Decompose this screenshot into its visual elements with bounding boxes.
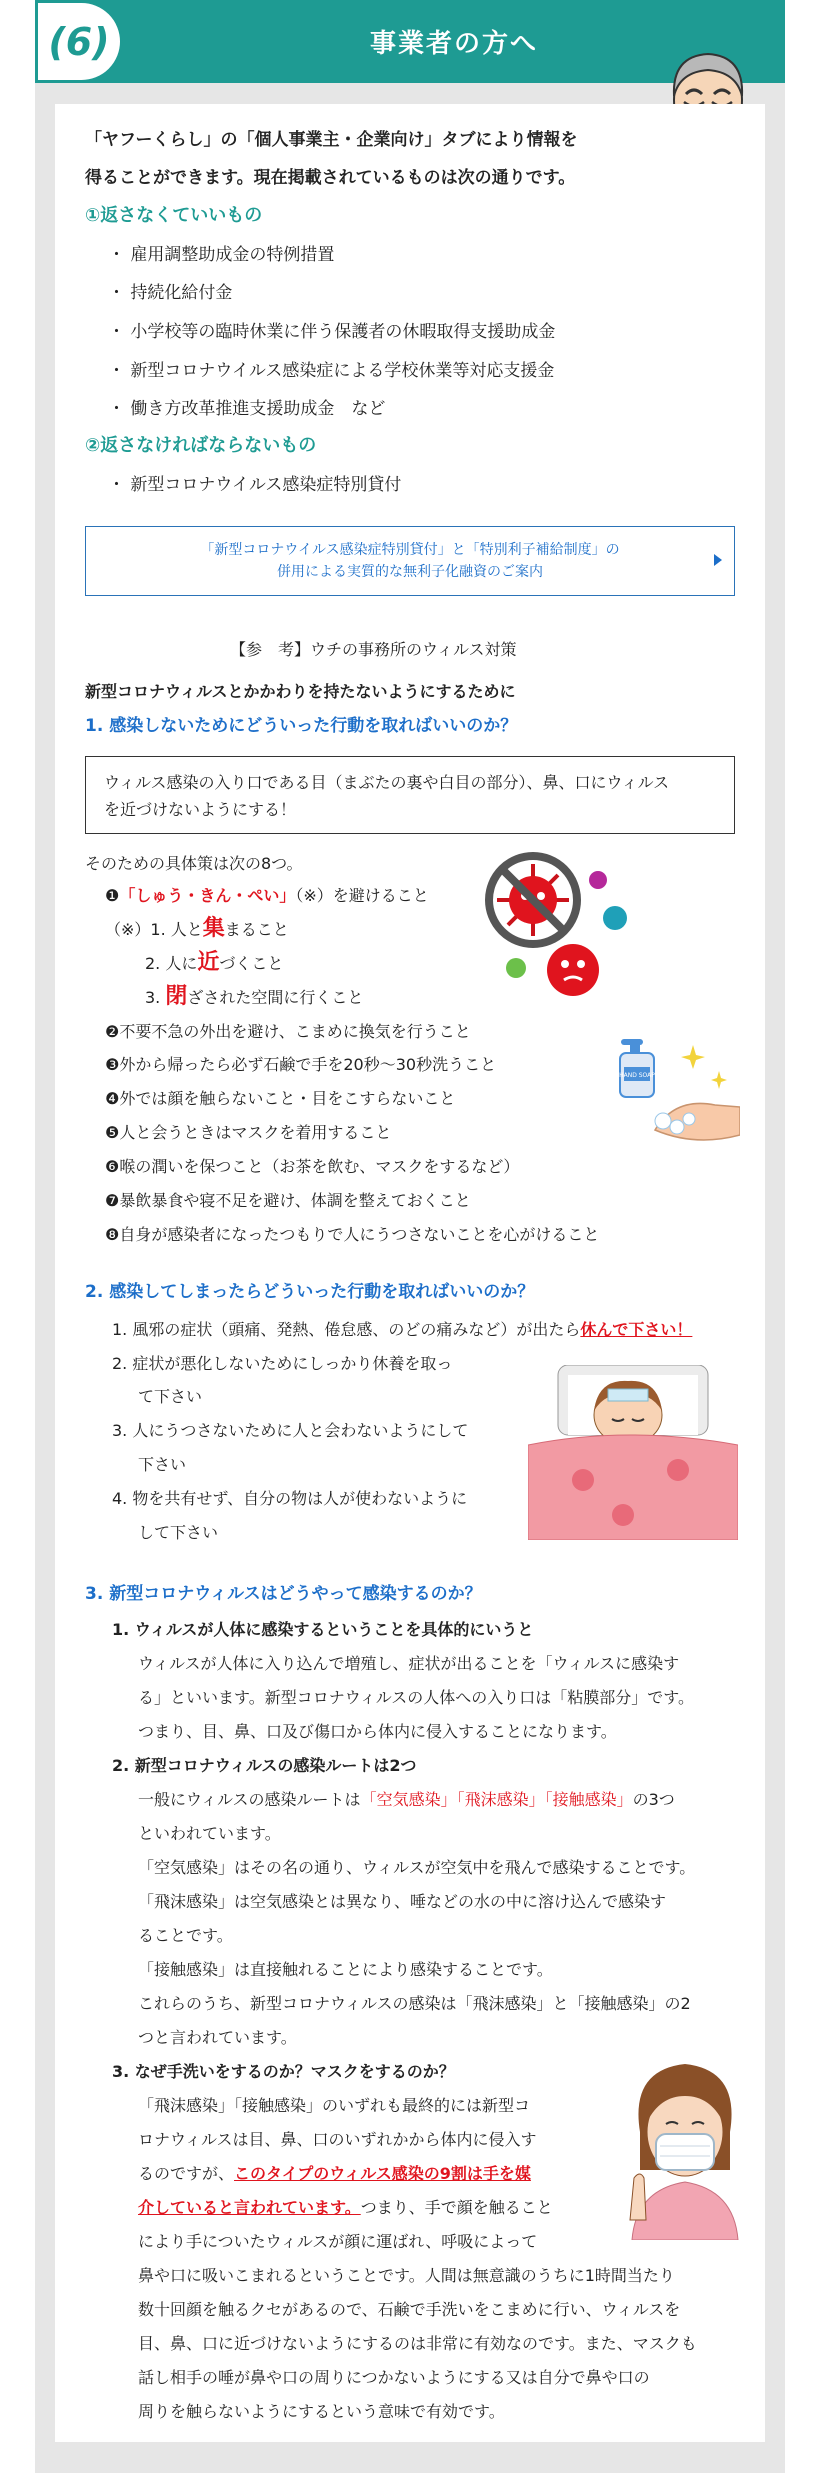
q3-point-2-title: 2. 新型コロナウィルスの感染ルートは2つ	[112, 1756, 417, 1775]
arrow-right-icon	[714, 554, 722, 566]
q3-hand-red: このタイプのウィルス感染の9割は手を媒	[234, 2164, 531, 2183]
q3-text: により手についたウィルスが顔に運ばれ、呼吸によって	[138, 2232, 538, 2251]
q1-item-1	[105, 884, 429, 908]
loan-link-line-1: 「新型コロナウイルス感染症特別貸付」と「特別利子補給制度」の	[200, 542, 620, 558]
q1-title: 1. 感染しないためにどういった行動を取ればいいのか？	[85, 716, 518, 736]
q3-text: 「接触感染」は直接触れることにより感染することです。	[138, 1960, 553, 1979]
q3-hand-pre: るのですが、	[138, 2164, 235, 2183]
hand-washing-illustration	[615, 1035, 740, 1155]
section-title: 事業者の方へ	[369, 29, 538, 59]
q1-sub-1-red: 集	[202, 916, 225, 941]
q3-text	[138, 2162, 531, 2186]
q1-item: ❻喉の潤いを保つこと（お茶を飲む、マスクをするなど）	[105, 1157, 520, 1176]
reference-heading: 【参 考】ウチの事務所のウィルス対策	[230, 640, 517, 659]
q3-text: 「空気感染」はその名の通り、ウィルスが空気中を飛んで感染することです。	[138, 1858, 696, 1877]
q3-text: といわれています。	[138, 1824, 281, 1843]
q1-item: ❽自身が感染者になったつもりで人にうつさないことを心がけること	[105, 1225, 600, 1244]
q2-item-2-line-2: て下さい	[138, 1387, 203, 1406]
q3-hand-post: つまり、手で顔を触ること	[360, 2198, 553, 2217]
loan-info-link[interactable]	[85, 526, 735, 596]
q1-item: ❺人と会うときはマスクを着用すること	[105, 1123, 392, 1142]
q1-item: ❹外では顔を触らないこと・目をこすらないこと	[105, 1089, 456, 1108]
sick-in-bed-illustration	[528, 1365, 738, 1540]
loan-link-line-2: 併用による実質的な無利子化融資のご案内	[277, 564, 543, 580]
q1-sub-2	[145, 951, 283, 976]
reference-subheading: 新型コロナウィルスとかかわりを持たないようにするために	[85, 682, 516, 701]
q3-routes-red: 「空気感染」「飛沫感染」「接触感染」	[360, 1790, 633, 1809]
q3-text: ウィルスが人体に入り込んで増殖し、症状が出ることを「ウィルスに感染す	[138, 1654, 680, 1673]
q2-item-3-line-1: 3. 人にうつさないために人と会わないようにして	[112, 1421, 469, 1440]
q3-text: つまり、目、鼻、口及び傷口から体内に侵入することになります。	[138, 1722, 617, 1741]
q3-point-3-title: 3. なぜ手洗いをするのか？マスクをするのか？	[112, 2062, 455, 2081]
q3-text: 「飛沫感染」は空気感染とは異なり、唾などの水の中に溶け込んで感染す	[138, 1892, 667, 1911]
q1-sub-3	[145, 985, 363, 1010]
q1-item: ❸外から帰ったら必ず石鹸で手を20秒〜30秒洗うこと	[105, 1055, 497, 1074]
q3-title: 3. 新型コロナウィルスはどうやって感染するのか？	[85, 1584, 482, 1604]
no-repay-item: ・ 持続化給付金	[108, 283, 233, 303]
q2-item-2-line-1: 2. 症状が悪化しないためにしっかり休養を取っ	[112, 1354, 453, 1373]
q3-text: ることです。	[138, 1926, 233, 1945]
q3-text: 話し相手の唾が鼻や口の周りにつかないようにする又は自分で鼻や口の	[138, 2368, 650, 2387]
q1-item-1-red: 「しゅう・きん・ぺい」	[119, 886, 296, 905]
q3-text: ロナウィルスは目、鼻、口のいずれかから体内に侵入す	[138, 2130, 537, 2149]
no-repay-item: ・ 小学校等の臨時休業に伴う保護者の休暇取得支援助成金	[108, 322, 556, 342]
q2-item-1	[112, 1318, 692, 1342]
q2-title: 2. 感染してしまったらどういった行動を取ればいいのか？	[85, 1282, 535, 1302]
q2-item-3-line-2: 下さい	[138, 1455, 187, 1474]
q2-item-4-line-2: して下さい	[138, 1523, 219, 1542]
q3-text: 目、鼻、口に近づけないようにするのは非常に有効なのです。また、マスクも	[138, 2334, 697, 2353]
no-repay-item: ・ 雇用調整助成金の特例措置	[108, 245, 335, 265]
q1-sub-3-pre: 3.	[145, 988, 166, 1007]
q1-sub-2-post: づくこと	[219, 954, 284, 973]
q3-point-1-title: 1. ウィルスが人体に感染するということを具体的にいうと	[112, 1620, 534, 1639]
soap-label: HAND SOAP	[619, 1072, 655, 1079]
q3-text	[138, 1788, 675, 1812]
q3-text	[138, 2196, 553, 2220]
q1-item-1-rest: （※）を避けること	[295, 886, 429, 905]
key-point-line-1: ウィルス感染の入り口である目（まぶたの裏や白目の部分）、鼻、口にウィルス	[104, 773, 670, 792]
q3-text: つと言われています。	[138, 2028, 297, 2047]
q1-item: ❼暴飲暴食や寝不足を避け、体調を整えておくこと	[105, 1191, 471, 1210]
q3-hand-red-2: 介していると言われています。	[138, 2198, 361, 2217]
q3-routes-post: の3つ	[632, 1790, 675, 1809]
no-repay-item: ・ 新型コロナウイルス感染症による学校休業等対応支援金	[108, 361, 555, 381]
q1-sub-1-pre: （※）1. 人と	[105, 920, 203, 939]
q1-sub-3-red: 閉	[165, 984, 188, 1009]
intro-line-1: 「ヤフーくらし」の「個人事業主・企業向け」タブにより情報を	[85, 130, 578, 150]
q3-routes-pre: 一般にウィルスの感染ルートは	[138, 1790, 361, 1809]
q3-text: る」といいます。新型コロナウィルスの人体への入り口は「粘膜部分」です。	[138, 1688, 695, 1707]
q1-item: ❷不要不急の外出を避け、こまめに換気を行うこと	[105, 1022, 471, 1041]
q1-lead: そのための具体策は次の8つ。	[85, 854, 303, 873]
repay-title: ②返さなければならないもの	[85, 435, 317, 456]
q2-item-1-red: 休んで下さい！	[580, 1320, 693, 1339]
q1-sub-2-red: 近	[197, 950, 220, 975]
q2-item-4-line-1: 4. 物を共有せず、自分の物は人が使わないように	[112, 1489, 468, 1508]
intro-line-2: 得ることができます。現在掲載されているものは次の通りです。	[85, 168, 576, 188]
q3-text: 数十回顔を触るクセがあるので、石鹸で手洗いをこまめに行い、ウィルスを	[138, 2300, 681, 2319]
no-repay-item: ・ 働き方改革推進支援助成金 など	[108, 399, 386, 419]
key-point-box	[85, 756, 735, 834]
repay-item: ・ 新型コロナウイルス感染症特別貸付	[108, 475, 402, 495]
q2-item-1-pre: 1. 風邪の症状（頭痛、発熱、倦怠感、のどの痛みなど）が出たら	[112, 1320, 581, 1339]
section-number: (6)	[35, 0, 123, 83]
q1-sub-1	[105, 917, 289, 942]
key-point-line-2: を近づけないようにする！	[104, 800, 297, 819]
q3-text: これらのうち、新型コロナウィルスの感染は「飛沫感染」と「接触感染」の2	[138, 1994, 691, 2013]
q1-sub-3-post: ざされた空間に行くこと	[187, 988, 364, 1007]
q1-sub-2-pre: 2. 人に	[145, 954, 198, 973]
virus-illustration	[478, 850, 648, 1010]
q1-item-1-num: ❶	[105, 886, 120, 905]
no-repay-title: ①返さなくていいもの	[85, 205, 263, 226]
q1-sub-1-post: まること	[224, 920, 289, 939]
q3-text: 「飛沫感染」「接触感染」のいずれも最終的には新型コ	[138, 2096, 531, 2115]
q3-text: 鼻や口に吸いこまれるということです。人間は無意識のうちに1時間当たり	[138, 2266, 675, 2285]
q3-text: 周りを触らないようにするという意味で有効です。	[138, 2402, 505, 2421]
woman-with-mask-illustration	[620, 2050, 750, 2240]
